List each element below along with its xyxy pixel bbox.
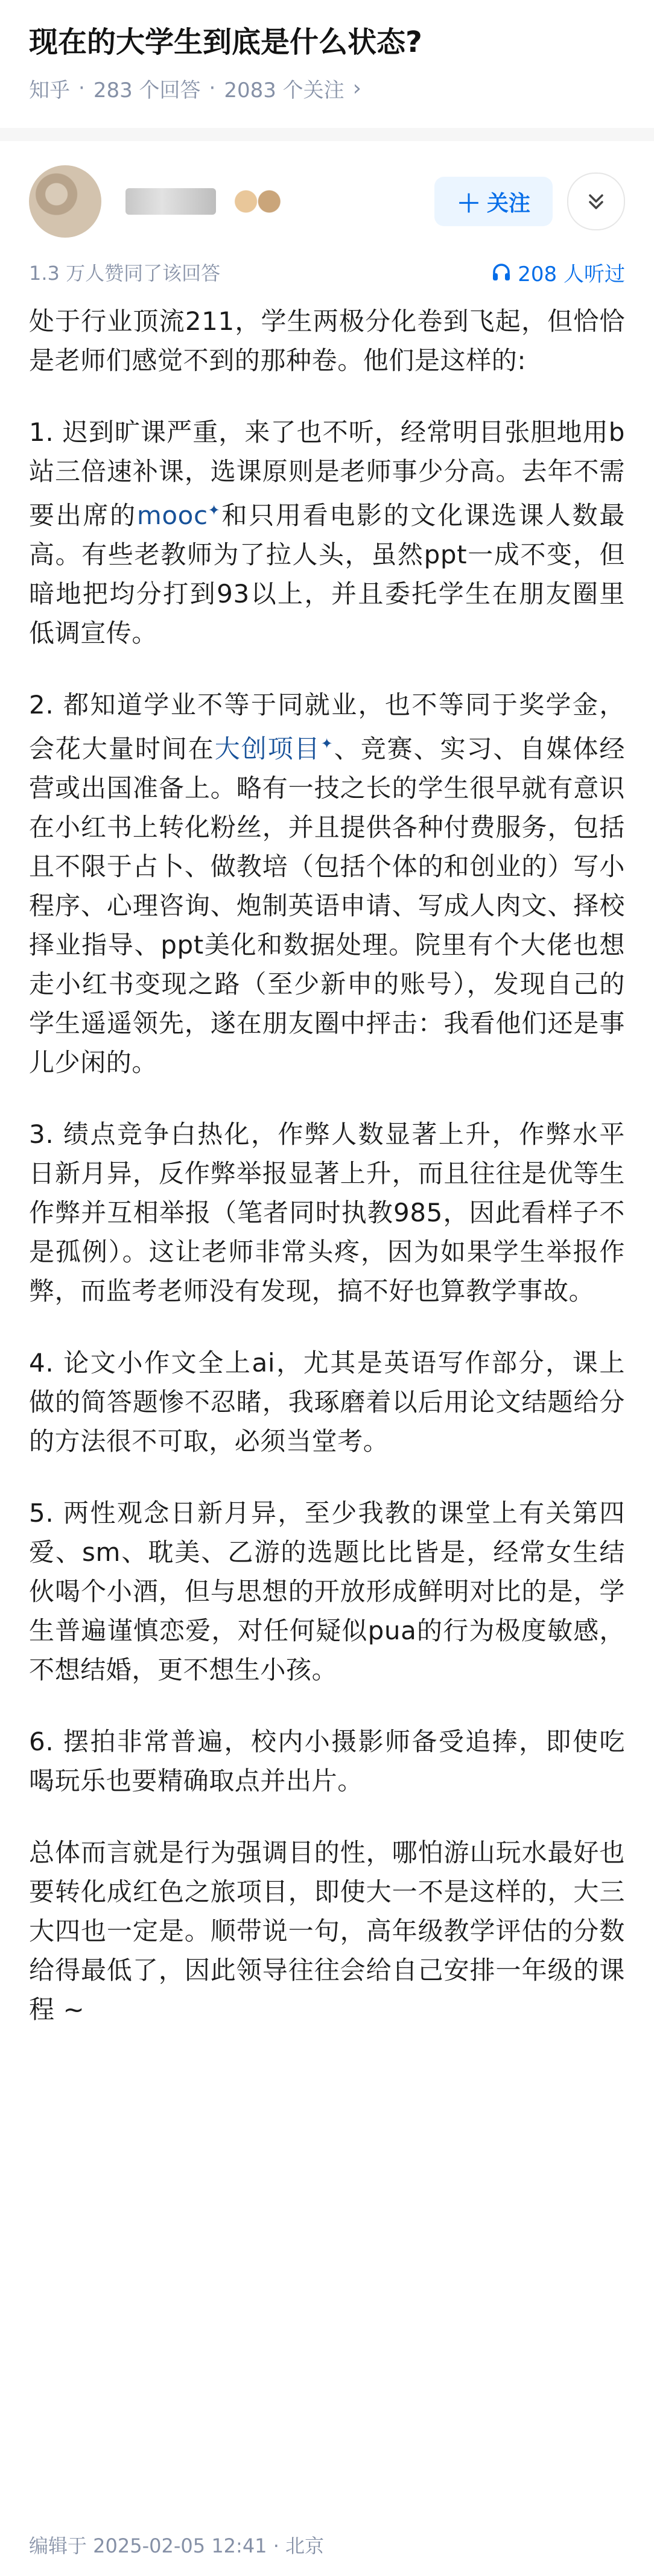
mooc-link-text: mooc — [136, 501, 208, 530]
upvote-count: 1.3 万人赞同了该回答 — [29, 262, 221, 285]
answer-point-4: 4. 论文小作文全上ai，尤其是英语写作部分，课上做的简答题惨不忍睹，我琢磨着以后用论文结题给分的方法很不可取，必须当堂考。 — [29, 1348, 625, 1456]
link-star-icon: ✦ — [208, 502, 221, 519]
link-star-icon: ✦ — [320, 735, 334, 752]
answer-point-5: 5. 两性观念日新月异，至少我教的课堂上有关第四爱、sm、耽美、乙游的选题比比皆是，经常女生结伙喝个小酒，但与思想的开放形成鲜明对比的是，学生普遍谨慎恋爱，对任何疑似pua的行为极度敏感，不想结婚，更不想生小孩。 — [29, 1498, 625, 1685]
answer-point-2 — [29, 685, 625, 1082]
answer-summary: 总体而言就是行为强调目的性，哪怕游山玩水最好也要转化成红色之旅项目，即使大一不是这样的，大三大四也一定是。顺带说一句，高年级教学评估的分数给得最低了，因此领导往往会给自己安排一年级的课程 ~ — [29, 1838, 625, 2024]
answer-point-1-text-a: 1. 迟到旷课严重，来了也不听，经常明目张胆地用b站三倍速补课，选课原则是老师事少分高。去年不需要出席的 — [29, 417, 625, 530]
author-name-blurred[interactable] — [125, 188, 216, 215]
listen-button[interactable] — [491, 258, 625, 287]
answer-point-3: 3. 绩点竞争白热化，作弊人数显著上升，作弊水平日新月异，反作弊举报显著上升，而且往往是优等生作弊并互相举报（笔者同时执教985，因此看样子不是孤例）。这让老师非常头疼，因为如果学生举报作弊，而监考老师没有发现，搞不好也算教学事故。 — [29, 1119, 625, 1306]
author-row — [0, 141, 654, 238]
answer-point-2-text-a: 2. 都知道学业不等于同就业，也不等同于奖学金，会花大量时间在 — [29, 690, 625, 764]
innovation-project-link[interactable] — [215, 734, 334, 764]
question-title[interactable]: 现在的大学生到底是什么状态? — [29, 25, 422, 59]
collapse-button[interactable] — [567, 172, 625, 230]
avatar[interactable] — [29, 165, 101, 238]
collapse-icon — [584, 189, 608, 214]
answer-point-6: 6. 摆拍非常普遍，校内小摄影师备受追捧，即使吃喝玩乐也要精确取点并出片。 — [29, 1727, 625, 1796]
follow-button[interactable] — [434, 177, 553, 226]
meta-separator: · — [209, 76, 216, 100]
follow-label: 关注 — [486, 191, 530, 216]
meta-separator: · — [78, 76, 85, 100]
edit-timestamp: 编辑于 2025-02-05 12:41 · 北京 — [29, 2534, 325, 2557]
answer-point-1 — [29, 413, 625, 653]
stats-row — [0, 238, 654, 286]
answer-point-2-text-b: 、竞赛、实习、自媒体经营或出国准备上。略有一技之长的学生很早就有意识在小红书上转化粉丝，并且提供各种付费服务，包括且不限于占卜、做教培（包括个体的和创业的）写小程序、心理咨询、炮制英语申请、写成人肉文、择校择业指导、ppt美化和数据处理。院里有个大佬也想走小红书变现之路（至少新申的账号），发现自己的学生遥遥领先，遂在朋友圈中抨击：我看他们还是事儿少闲的。 — [29, 734, 626, 1077]
answer-count: 283 个回答 — [93, 78, 201, 103]
listener-count: 208 人听过 — [518, 262, 625, 286]
answer-point-1-text-b: 和只用看电影的文化课选课人数最高。有些老教师为了拉人头，虽然ppt一成不变，但暗地把均分打到93以上，并且委托学生在朋友圈里低调宣传。 — [29, 501, 625, 648]
plus-icon: ＋ — [456, 189, 481, 218]
question-meta[interactable] — [0, 62, 654, 104]
section-divider — [0, 128, 654, 141]
headphones-icon — [491, 262, 512, 282]
author-badge-icon — [229, 183, 285, 220]
follow-count: 2083 个关注 — [224, 78, 344, 103]
innovation-project-link-text: 大创项目 — [214, 734, 321, 764]
source-label: 知乎 — [29, 78, 70, 103]
chevron-right-icon: › — [352, 75, 362, 101]
mooc-link[interactable] — [137, 501, 221, 530]
answer-body — [0, 286, 654, 2029]
answer-intro: 处于行业顶流211，学生两极分化卷到飞起，但恰恰是老师们感觉不到的那种卷。他们是这样的: — [29, 306, 625, 375]
